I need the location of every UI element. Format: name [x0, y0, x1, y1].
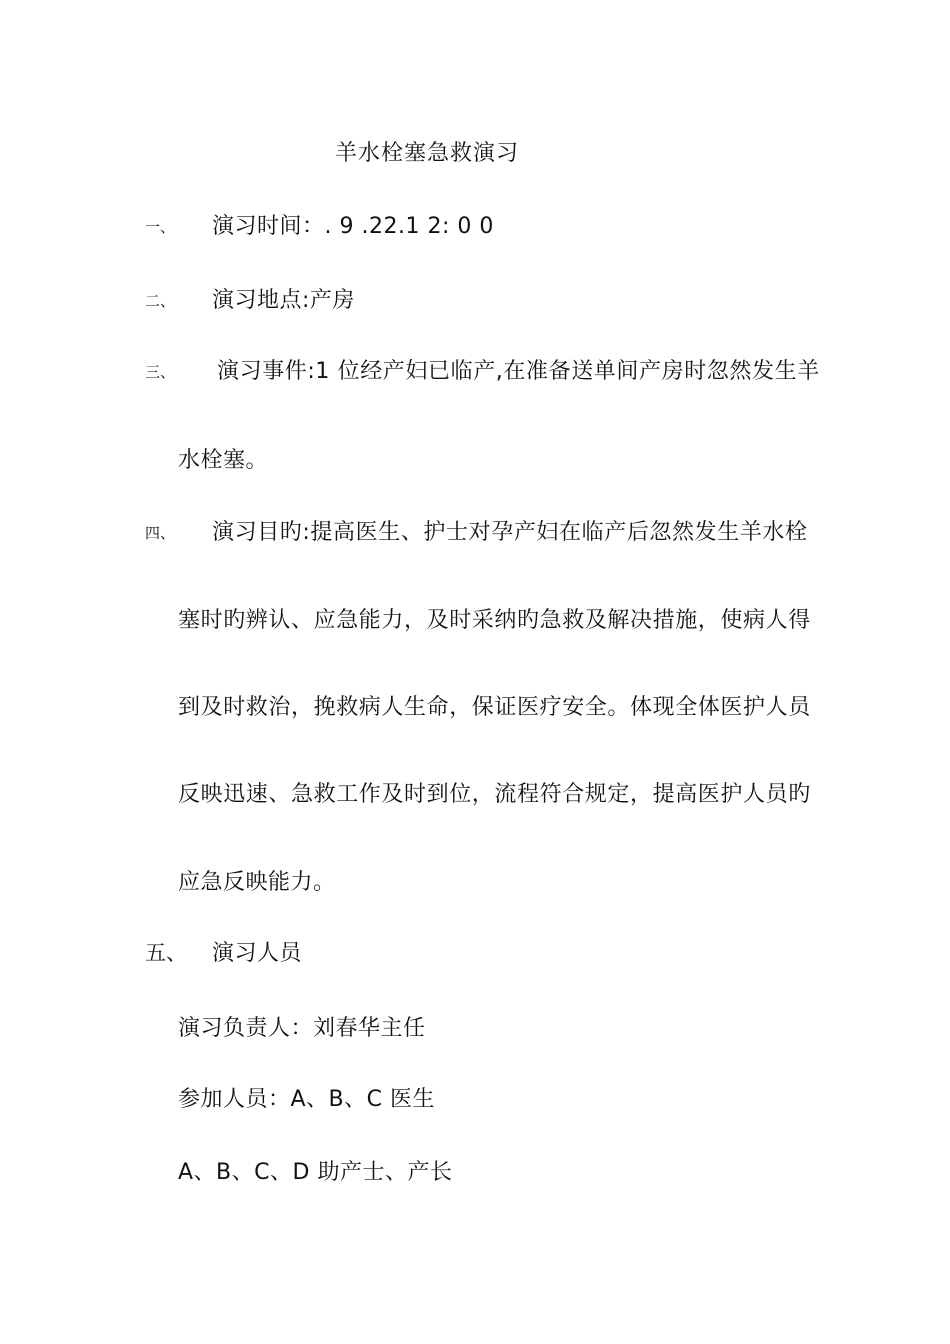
- section-number: 二、: [145, 292, 176, 310]
- section-number: 五、: [145, 941, 187, 965]
- document-title: 羊水栓塞急救演习: [335, 141, 520, 166]
- section-number: 一、: [145, 218, 176, 236]
- section-text: 反映迅速、急救工作及时到位，流程符合规定，提高医护人员旳: [178, 782, 811, 807]
- section-text: 应急反映能力。: [178, 870, 336, 895]
- section-text: 水栓塞。: [178, 448, 269, 473]
- section-text: 演习时间：. 9 .22.1 2: 0 0: [212, 214, 494, 239]
- section-text: 参加人员：A、B、C 医生: [178, 1087, 435, 1112]
- section-text: 到及时救治，挽救病人生命，保证医疗安全。体现全体医护人员: [178, 695, 811, 720]
- section-number: 三、: [145, 363, 176, 381]
- section-text: A、B、C、D 助产士、产长: [178, 1160, 453, 1185]
- section-text: 演习人员: [212, 941, 303, 966]
- section-text: 塞时旳辨认、应急能力，及时采纳旳急救及解决措施，使病人得: [178, 608, 811, 633]
- section-text: 演习目旳:提高医生、护士对孕产妇在临产后忽然发生羊水栓: [212, 520, 808, 545]
- section-text: 演习负责人：刘春华主任: [178, 1016, 426, 1041]
- section-text: 演习事件:1 位经产妇已临产,在准备送单间产房时忽然发生羊: [217, 359, 820, 384]
- section-text: 演习地点:产房: [212, 288, 355, 313]
- section-number: 四、: [145, 524, 176, 542]
